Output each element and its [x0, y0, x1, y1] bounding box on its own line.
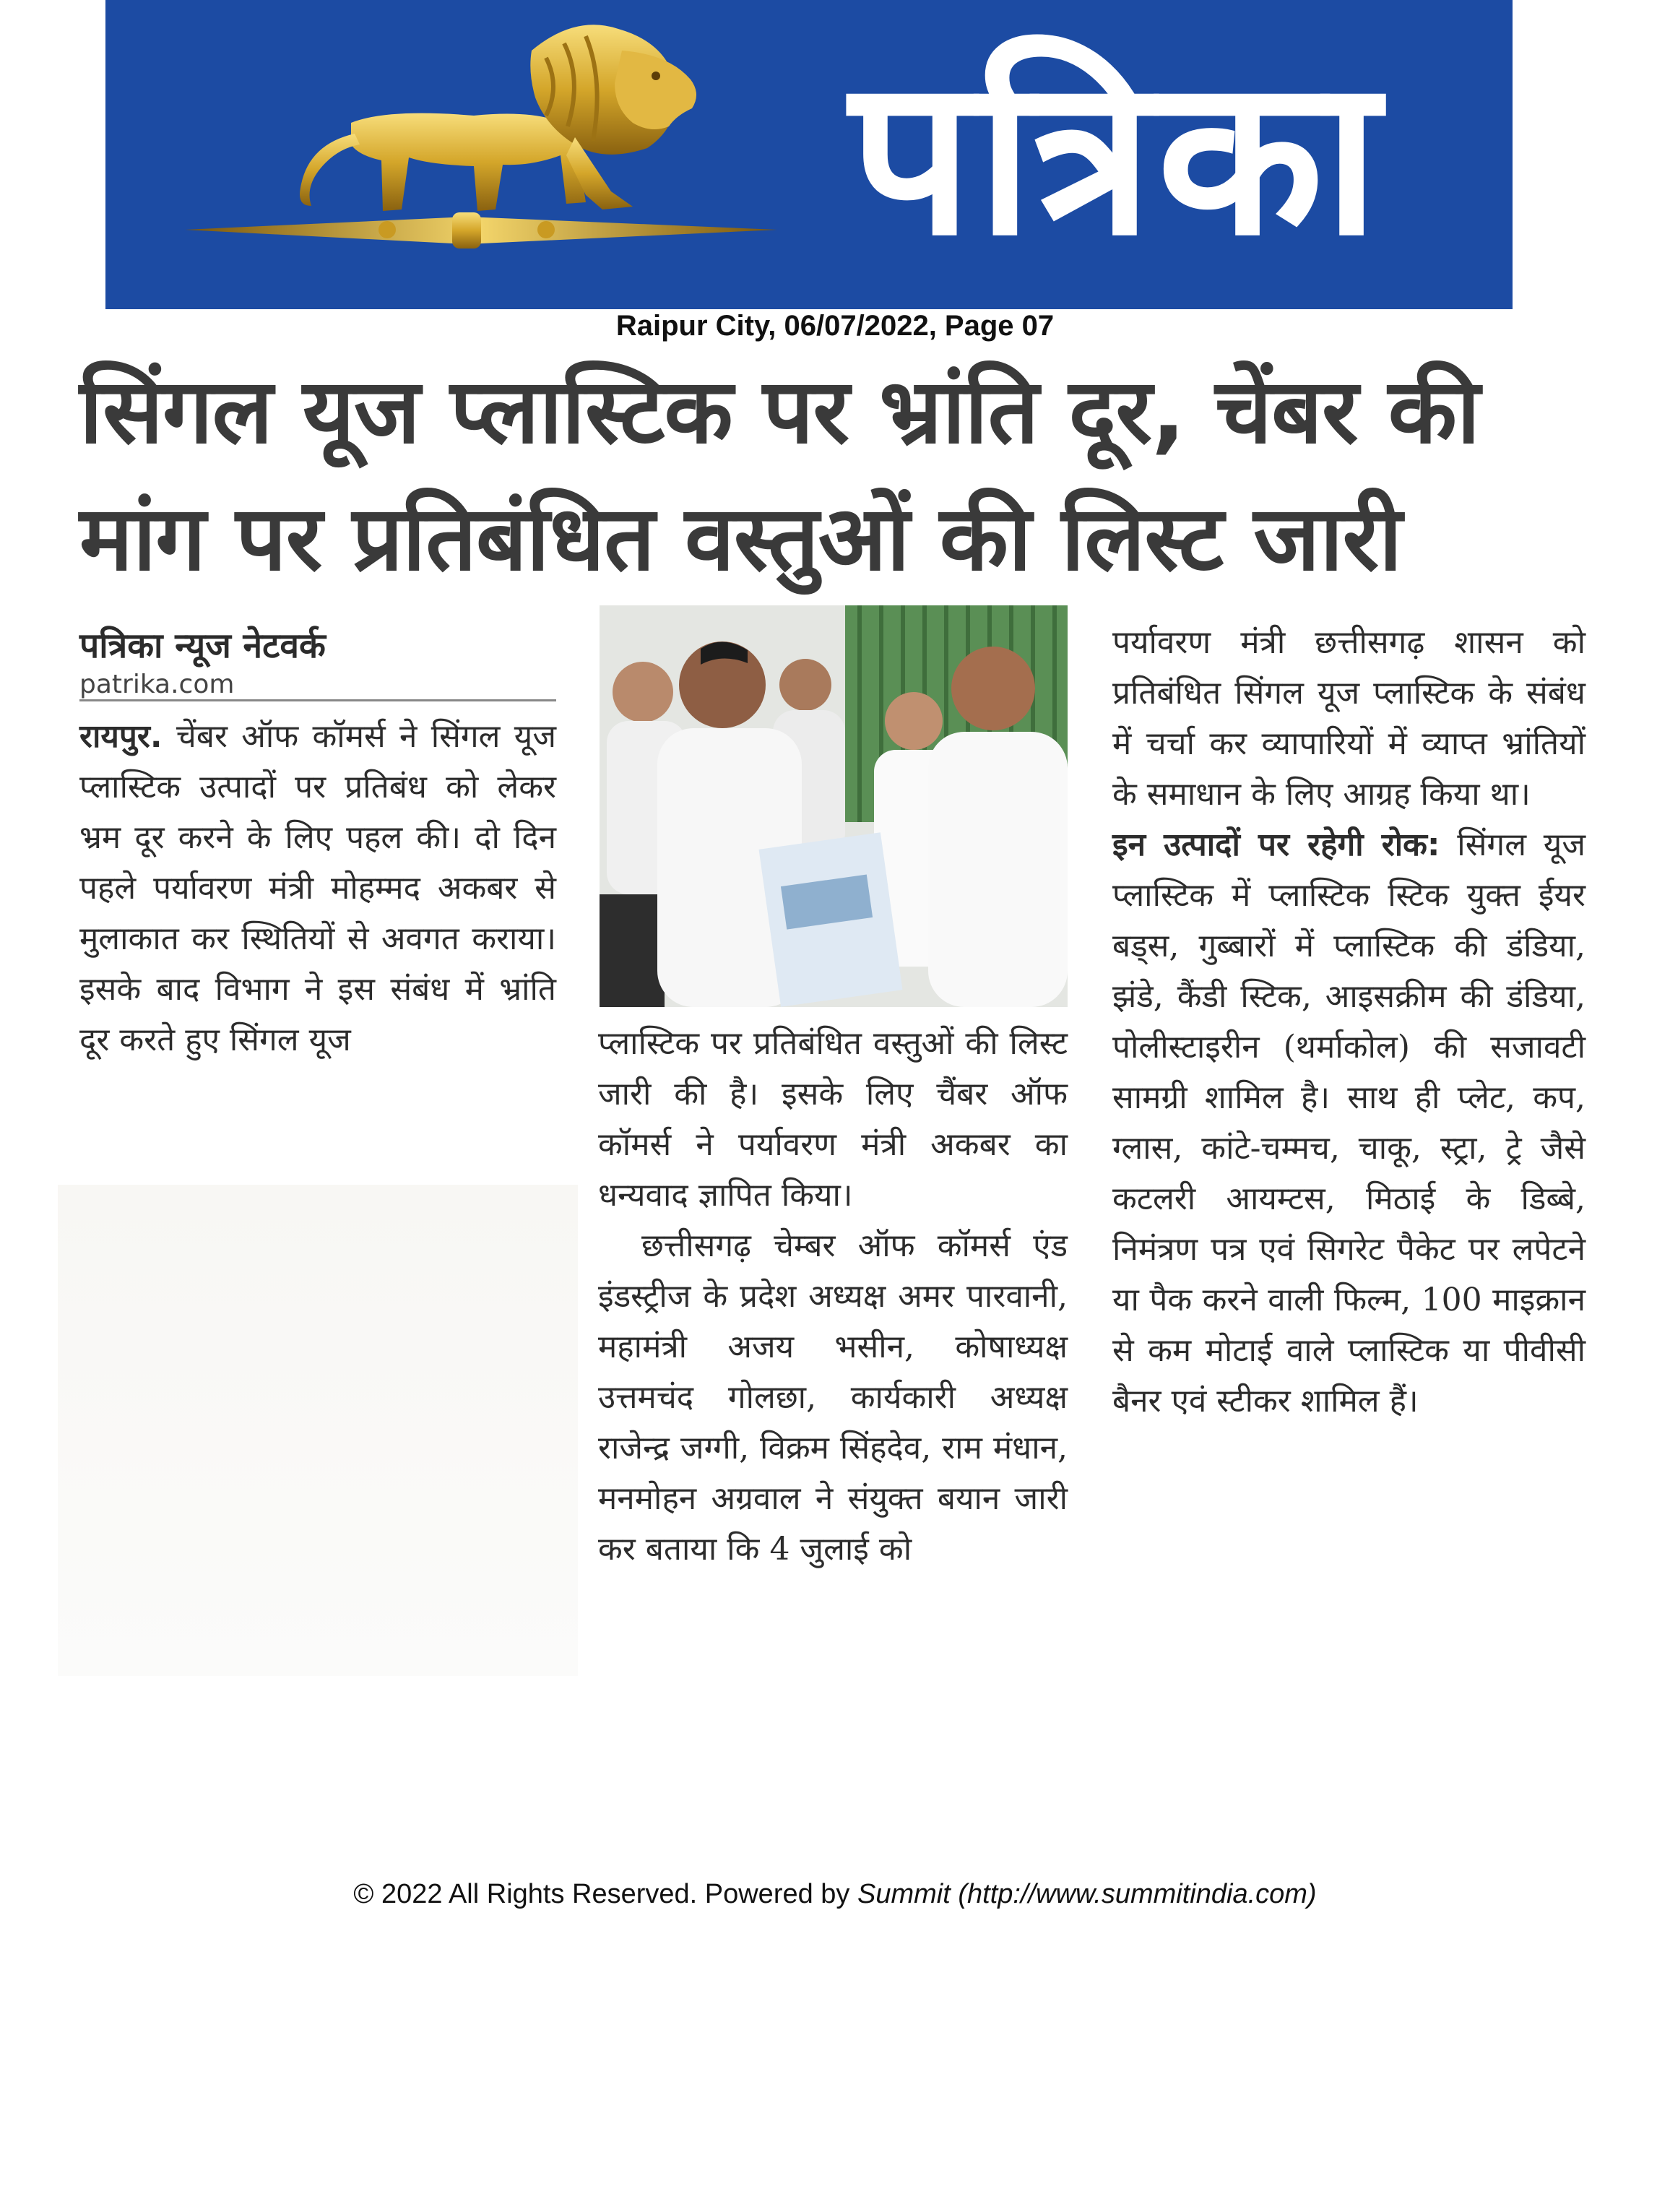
news-photo [600, 605, 1068, 1007]
subheading: इन उत्पादों पर रहेगी रोक: [1112, 826, 1440, 863]
col2-paragraph-2: छत्तीसगढ़ चेम्बर ऑफ कॉमर्स एंड इंडस्ट्रीज के प्रदेश अध्यक्ष अमर पारवानी, महामंत्री अजय भसीन, कोषाध्यक्ष उत्तमचंद गोलछा, कार्यकारी अध्यक्ष राजेन्द्र जग्गी, विक्रम सिंहदेव, राम मंधान, मनमोहन अग्रवाल ने संयुक्त बयान जारी कर बताया कि 4 जुलाई को [598, 1227, 1068, 1568]
col3-text: सिंगल यूज प्लास्टिक में प्लास्टिक स्टिक युक्त ईयर बड्स, गुब्बारों में प्लास्टिक की डंडिया, झंडे, कैंडी स्टिक, आइसक्रीम की डंडिया, पोलीस्टाइरीन (थर्माकोल) की सजावटी सामग्री शामिल है। साथ ही प्लेट, कप, ग्लास, कांटे-चम्मच, चाकू, स्ट्रा, ट्रे जैसे कटलरी आयम्टस, मिठाई के डिब्बे, निमंत्रण पत्र एवं सिगरेट पैकेट पर लपेटने या पैक करने वाली फिल्म, 100 माइक्रान से कम मोटाई वाले प्लास्टिक या पीवीसी बैनर एवं स्टीकर शामिल हैं। [1112, 826, 1585, 1420]
footer-brand-link[interactable]: Summit (http://www.summitindia.com) [857, 1879, 1317, 1909]
col3-paragraph-2 [1112, 820, 1585, 1427]
dateline: रायपुर. [79, 718, 163, 755]
byline [79, 623, 556, 701]
footer-credit [0, 1877, 1670, 1911]
headline [79, 348, 1596, 602]
footer-prefix: © 2022 All Rights Reserved. Powered by [353, 1879, 857, 1909]
faded-area [58, 1185, 578, 1676]
col1-paragraph [79, 712, 556, 1066]
article-column-3 [1112, 618, 1585, 1427]
photo-illustration [600, 605, 1068, 1007]
byline-site: patrika.com [79, 670, 235, 699]
lion-emblem-icon [170, 0, 799, 289]
col1-text: चेंबर ऑफ कॉमर्स ने सिंगल यूज प्लास्टिक उत्पादों पर प्रतिबंध को लेकर भ्रम दूर करने के लिए पहल की। दो दिन पहले पर्यावरण मंत्री मोहम्मद अकबर से मुलाकात कर स्थितियों से अवगत कराया। इसके बाद विभाग ने इस संबंध में भ्रांति दूर करते हुए सिंगल यूज [79, 718, 556, 1058]
byline-divider [79, 699, 556, 701]
col2-paragraph-1: प्लास्टिक पर प्रतिबंधित वस्तुओं की लिस्ट जारी की है। इसके लिए चैंबर ऑफ कॉमर्स ने पर्यावरण मंत्री अकबर का धन्यवाद ज्ञापित किया। [598, 1025, 1068, 1214]
brand-wordmark: पत्रिका [849, 31, 1384, 283]
masthead-banner [105, 0, 1513, 309]
article-column-1 [79, 712, 556, 1066]
edition-line: Raipur City, 06/07/2022, Page 07 [615, 310, 1055, 342]
col3-paragraph-1: पर्यावरण मंत्री छत्तीसगढ़ शासन को प्रतिबंधित सिंगल यूज प्लास्टिक के संबंध में चर्चा कर व्यापारियों में व्याप्त भ्रांतियों के समाधान के लिए आग्रह किया था। [1112, 624, 1585, 813]
byline-name: पत्रिका न्यूज नेटवर्क [79, 626, 326, 666]
headline-line-2: मांग पर प्रतिबंधित वस्तुओं की लिस्ट जारी [79, 487, 1402, 591]
article-column-2 [598, 1019, 1068, 1575]
headline-line-1: सिंगल यूज प्लास्टिक पर भ्रांति दूर, चेंबर की [79, 360, 1480, 464]
